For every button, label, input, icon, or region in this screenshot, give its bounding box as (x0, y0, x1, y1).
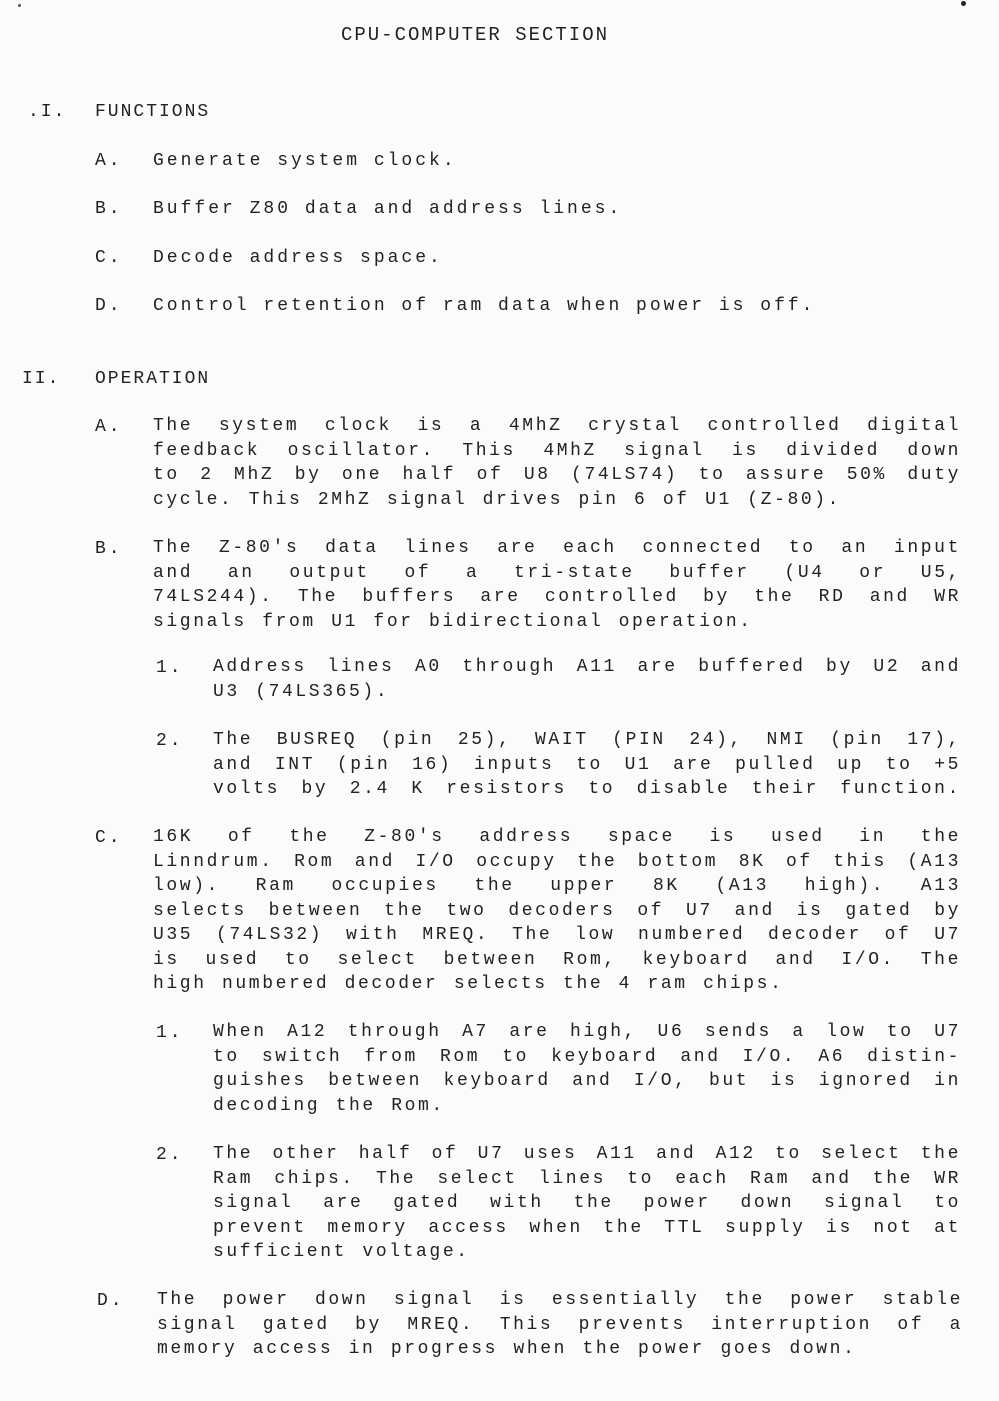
item-label: C. (95, 828, 123, 848)
item-text: Control retention of ram data when power is off. (153, 296, 816, 316)
text-line: The BUSREQ (pin 25), WAIT (PIN 24), NMI (pin 17), (213, 730, 961, 750)
text-line: The other half of U7 uses A11 and A12 to select the (213, 1144, 961, 1164)
text-line: U35 (74LS32) with MREQ. The low numbered decoder of U7 (153, 925, 961, 945)
subitem-label: 2. (156, 1145, 184, 1165)
scan-speck (961, 1, 966, 6)
text-line: low). Ram occupies the upper 8K (A13 high). A13 (153, 876, 961, 896)
text-line: signal are gated with the power down signal to (213, 1193, 961, 1213)
paragraph-d (157, 1288, 963, 1362)
text-line: to 2 MhZ by one half of U8 (74LS74) to assure 50% duty (153, 465, 961, 485)
text-line: and INT (pin 16) inputs to U1 are pulled up to +5 (213, 754, 961, 775)
item-text: Buffer Z80 data and address lines. (153, 199, 623, 219)
text-line: 16K of the Z-80's address space is used in the (153, 827, 961, 847)
text-line: signal gated by MREQ. This prevents interruption of a (157, 1314, 963, 1335)
item-text: Generate system clock. (153, 151, 457, 171)
paragraph-a (153, 414, 961, 512)
text-line: and an output of a tri-state buffer (U4 or U5, (153, 562, 961, 583)
paragraph-b1 (213, 655, 961, 704)
text-line: Ram chips. The select lines to each Ram and the WR (213, 1168, 961, 1189)
section-heading: OPERATION (95, 369, 211, 389)
paragraph-c1 (213, 1020, 961, 1118)
text-line: feedback oscillator. This 4MhZ signal is divided down (153, 440, 961, 461)
text-line: decoding the Rom. (213, 1095, 445, 1116)
subitem-label: 1. (156, 1023, 184, 1043)
paragraph-b (153, 536, 961, 634)
text-line: prevent memory access when the TTL supply is not at (213, 1217, 961, 1238)
text-line: high numbered decoder selects the 4 ram chips. (153, 974, 784, 994)
text-line: guishes between keyboard and I/O, but is ignored in (213, 1071, 961, 1091)
text-line: When A12 through A7 are high, U6 sends a low to U7 (213, 1022, 961, 1042)
section-numeral: II. (22, 369, 61, 389)
paragraph-c (153, 825, 961, 997)
item-label: D. (95, 296, 123, 316)
text-line: The system clock is a 4MhZ crystal controlled digital (153, 416, 961, 436)
item-text: Decode address space. (153, 248, 443, 268)
item-label: A. (95, 151, 123, 171)
text-line: 74LS244). The buffers are controlled by the RD and WR (153, 587, 961, 607)
text-line: signals from U1 for bidirectional operation. (153, 611, 753, 632)
item-label: B. (95, 539, 123, 559)
text-line: is used to select between Rom, keyboard and I/O. The (153, 949, 961, 970)
text-line: cycle. This 2MhZ signal drives pin 6 of U1 (Z-80). (153, 489, 842, 510)
paragraph-b2 (213, 728, 961, 802)
item-label: C. (95, 248, 123, 268)
text-line: sufficient voltage. (213, 1242, 470, 1262)
text-line: selects between the two decoders of U7 and is gated by (153, 900, 961, 921)
text-line: The power down signal is essentially the power stable (157, 1290, 963, 1310)
text-line: U3 (74LS365). (213, 681, 390, 702)
page-title: CPU-COMPUTER SECTION (340, 24, 610, 46)
section-heading: FUNCTIONS (95, 102, 211, 122)
item-label: D. (97, 1291, 125, 1311)
section-numeral: .I. (28, 102, 67, 122)
item-label: A. (95, 417, 123, 437)
item-label: B. (95, 199, 123, 219)
text-line: to switch from Rom to keyboard and I/O. A6 distin- (213, 1046, 961, 1067)
text-line: memory access in progress when the power goes down. (157, 1339, 857, 1359)
subitem-label: 1. (156, 658, 184, 678)
subitem-label: 2. (156, 731, 184, 751)
text-line: volts by 2.4 K resistors to disable their function. (213, 779, 961, 799)
text-line: The Z-80's data lines are each connected to an input (153, 538, 961, 558)
text-line: Address lines A0 through A11 are buffered by U2 and (213, 657, 961, 677)
scan-speck (18, 4, 21, 7)
paragraph-c2 (213, 1142, 961, 1265)
text-line: Linndrum. Rom and I/O occupy the bottom 8K of this (A13 (153, 851, 961, 872)
